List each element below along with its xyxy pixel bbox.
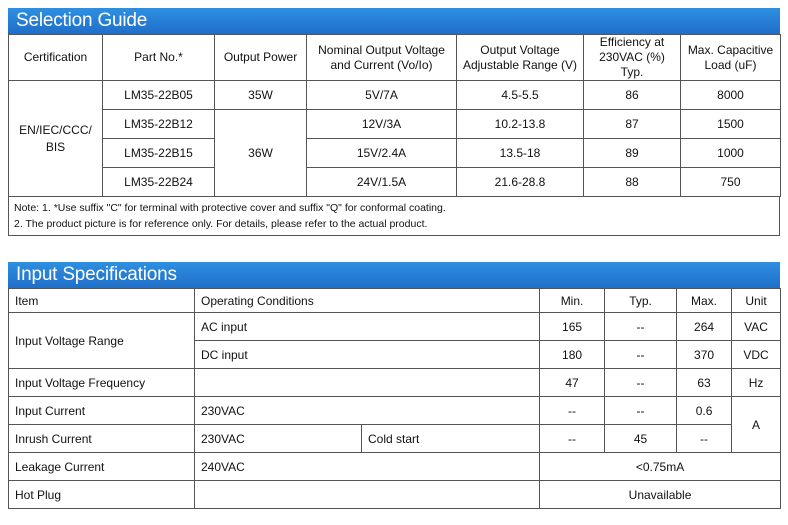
- header-unit: Unit: [732, 289, 781, 313]
- table-row: [9, 168, 781, 197]
- table-header-row: [9, 35, 781, 81]
- efficiency-cell: 89: [584, 139, 681, 168]
- header-min: Min.: [540, 289, 605, 313]
- capacitive-load-cell: 1000: [681, 139, 781, 168]
- hot-plug-condition: [195, 481, 540, 509]
- certification-cell: EN/IEC/CCC/ BIS: [9, 81, 103, 197]
- inrush-max: --: [677, 425, 732, 453]
- table-row: [9, 369, 781, 397]
- ac-typ: --: [605, 313, 677, 341]
- dc-max: 370: [677, 341, 732, 369]
- output-power-cell: 36W: [215, 110, 307, 197]
- inrush-typ: 45: [605, 425, 677, 453]
- header-max-capacitive-load: Max. Capacitive Load (uF): [681, 35, 781, 81]
- frequency-min: 47: [540, 369, 605, 397]
- dc-input-condition: DC input: [195, 341, 540, 369]
- selection-guide-title: Selection Guide: [8, 8, 780, 34]
- input-specifications-section: [8, 262, 780, 509]
- inrush-condition-cold-start: Cold start: [362, 425, 540, 453]
- dc-unit: VDC: [732, 341, 781, 369]
- input-current-label: Input Current: [9, 397, 195, 425]
- note-line-1: Note: 1. *Use suffix "C" for terminal with protective cover and suffix "Q" for conformal coating.: [14, 202, 446, 214]
- header-max: Max.: [677, 289, 732, 313]
- header-item: Item: [9, 289, 195, 313]
- capacitive-load-cell: 8000: [681, 81, 781, 110]
- capacitive-load-cell: 1500: [681, 110, 781, 139]
- input-current-typ: --: [605, 397, 677, 425]
- output-power-cell: 35W: [215, 81, 307, 110]
- header-adjustable-range: Output Voltage Adjustable Range (V): [457, 35, 584, 81]
- capacitive-load-cell: 750: [681, 168, 781, 197]
- inrush-condition: 230VAC: [195, 425, 362, 453]
- current-unit: A: [732, 397, 781, 453]
- part-no-cell: LM35-22B12: [103, 110, 215, 139]
- efficiency-cell: 88: [584, 168, 681, 197]
- table-row: [9, 139, 781, 168]
- table-header-row: [9, 289, 781, 313]
- nominal-output-cell: 15V/2.4A: [307, 139, 457, 168]
- part-no-cell: LM35-22B15: [103, 139, 215, 168]
- header-nominal-output: Nominal Output Voltage and Current (Vo/Io): [307, 35, 457, 81]
- frequency-max: 63: [677, 369, 732, 397]
- input-current-max: 0.6: [677, 397, 732, 425]
- table-row: [9, 313, 781, 341]
- ac-min: 165: [540, 313, 605, 341]
- adjustable-range-cell: 13.5-18: [457, 139, 584, 168]
- frequency-typ: --: [605, 369, 677, 397]
- inrush-min: --: [540, 425, 605, 453]
- hot-plug-value: Unavailable: [540, 481, 781, 509]
- input-specifications-table: [8, 288, 781, 509]
- part-no-cell: LM35-22B24: [103, 168, 215, 197]
- ac-unit: VAC: [732, 313, 781, 341]
- header-efficiency: Efficiency at 230VAC (%) Typ.: [584, 35, 681, 81]
- dc-typ: --: [605, 341, 677, 369]
- header-certification: Certification: [9, 35, 103, 81]
- leakage-condition: 240VAC: [195, 453, 540, 481]
- header-part-no: Part No.*: [103, 35, 215, 81]
- input-voltage-range-label: Input Voltage Range: [9, 313, 195, 369]
- table-row: [9, 425, 781, 453]
- note-line-2: 2. The product picture is for reference only. For details, please refer to the actual product.: [14, 218, 428, 230]
- inrush-current-label: Inrush Current: [9, 425, 195, 453]
- table-row: [9, 481, 781, 509]
- table-row: [9, 81, 781, 110]
- adjustable-range-cell: 10.2-13.8: [457, 110, 584, 139]
- dc-min: 180: [540, 341, 605, 369]
- adjustable-range-cell: 4.5-5.5: [457, 81, 584, 110]
- input-current-min: --: [540, 397, 605, 425]
- table-row: [9, 397, 781, 425]
- nominal-output-cell: 5V/7A: [307, 81, 457, 110]
- header-operating-conditions: Operating Conditions: [195, 289, 540, 313]
- input-specifications-title: Input Specifications: [8, 262, 780, 288]
- efficiency-cell: 87: [584, 110, 681, 139]
- frequency-condition: [195, 369, 540, 397]
- frequency-label: Input Voltage Frequency: [9, 369, 195, 397]
- selection-guide-table: [8, 34, 781, 197]
- part-no-cell: LM35-22B05: [103, 81, 215, 110]
- hot-plug-label: Hot Plug: [9, 481, 195, 509]
- selection-note: [8, 197, 780, 236]
- leakage-current-label: Leakage Current: [9, 453, 195, 481]
- header-typ: Typ.: [605, 289, 677, 313]
- leakage-value: <0.75mA: [540, 453, 781, 481]
- nominal-output-cell: 12V/3A: [307, 110, 457, 139]
- table-row: [9, 453, 781, 481]
- ac-input-condition: AC input: [195, 313, 540, 341]
- table-row: [9, 110, 781, 139]
- nominal-output-cell: 24V/1.5A: [307, 168, 457, 197]
- efficiency-cell: 86: [584, 81, 681, 110]
- frequency-unit: Hz: [732, 369, 781, 397]
- adjustable-range-cell: 21.6-28.8: [457, 168, 584, 197]
- input-current-condition: 230VAC: [195, 397, 540, 425]
- ac-max: 264: [677, 313, 732, 341]
- selection-guide-section: [8, 8, 780, 236]
- header-output-power: Output Power: [215, 35, 307, 81]
